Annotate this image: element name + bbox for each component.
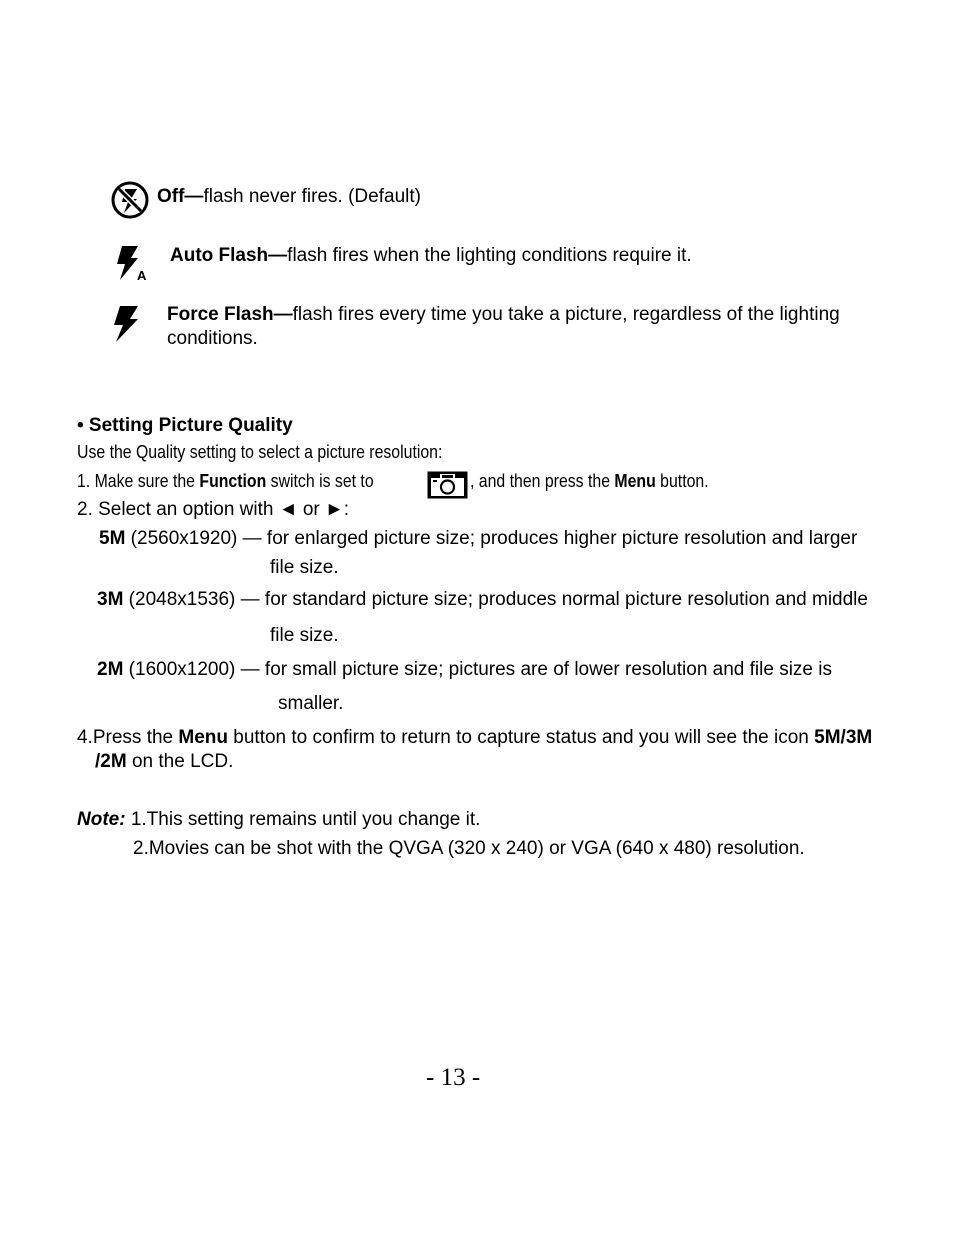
svg-text:A: A bbox=[137, 268, 147, 282]
option-5m-cont: file size. bbox=[270, 557, 339, 578]
step-4-cont: /2M on the LCD. bbox=[95, 751, 234, 772]
step-2: 2. Select an option with ◄ or ►: bbox=[77, 499, 350, 520]
option-2m: 2M (1600x1200) — for small picture size; pictures are of lower resolution and file size is bbox=[97, 659, 833, 680]
step-1: 1. Make sure the Function switch is set to bbox=[77, 471, 374, 491]
flash-force-text: Force Flash—flash fires every time you take a picture, regardless of the lighting bbox=[167, 304, 840, 325]
step-1-cont: , and then press the Menu button. bbox=[470, 471, 709, 491]
option-5m: 5M (2560x1920) — for enlarged picture size; produces higher picture resolution and larger bbox=[99, 528, 858, 549]
option-3m: 3M (2048x1536) — for standard picture size; produces normal picture resolution and middle bbox=[97, 589, 868, 610]
option-3m-cont: file size. bbox=[270, 625, 339, 646]
section-heading: • Setting Picture Quality bbox=[77, 415, 293, 436]
flash-off-icon bbox=[110, 180, 150, 220]
note-line-1: Note: 1.This setting remains until you change it. bbox=[77, 809, 481, 830]
flash-force-icon bbox=[111, 304, 147, 344]
flash-auto-text: Auto Flash—flash fires when the lighting conditions require it. bbox=[170, 245, 692, 266]
quality-intro: Use the Quality setting to select a picture resolution: bbox=[77, 442, 443, 462]
camera-icon bbox=[427, 471, 468, 499]
page-number: - 13 - bbox=[426, 1064, 481, 1091]
flash-auto-icon bbox=[114, 244, 152, 282]
option-2m-cont: smaller. bbox=[278, 693, 344, 714]
note-line-2: 2.Movies can be shot with the QVGA (320 x 240) or VGA (640 x 480) resolution. bbox=[133, 838, 805, 859]
step-4: 4.Press the Menu button to confirm to return to capture status and you will see the icon 5M/3M bbox=[77, 727, 873, 748]
flash-off-text: Off—flash never fires. (Default) bbox=[157, 186, 421, 207]
flash-force-text-cont: conditions. bbox=[167, 328, 258, 349]
